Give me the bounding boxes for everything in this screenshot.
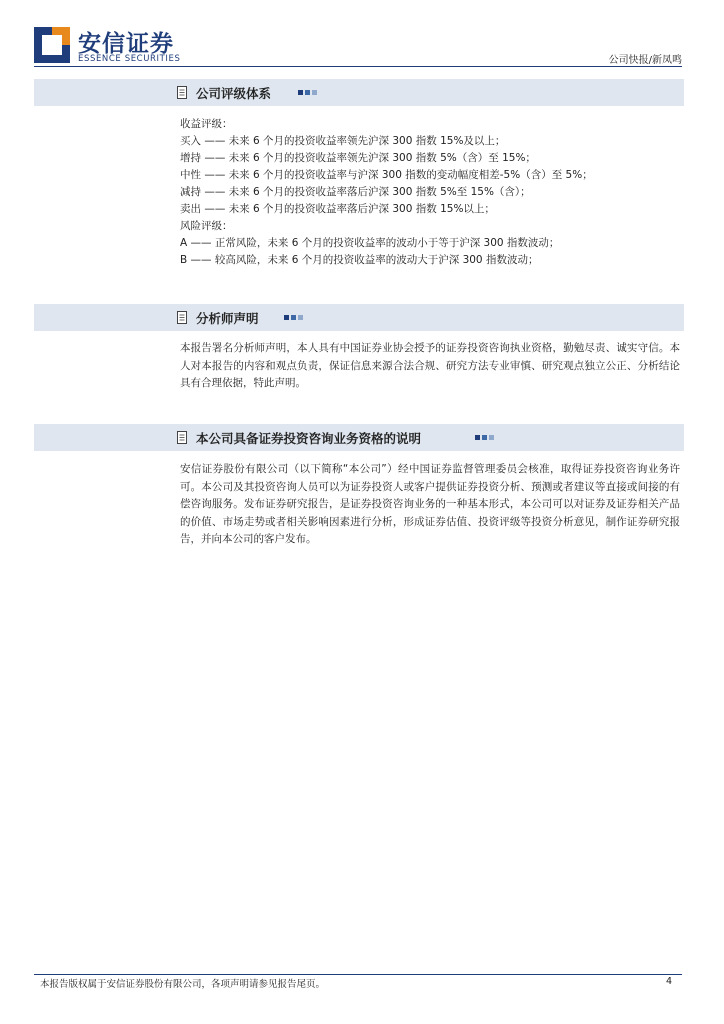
decorative-dots	[298, 90, 317, 95]
section-title: 本公司具备证券投资咨询业务资格的说明	[196, 431, 422, 446]
logo-mark-icon	[34, 27, 70, 63]
footer-divider	[34, 974, 682, 975]
decorative-dots	[475, 435, 494, 440]
document-icon	[177, 311, 187, 324]
qualification-text: 安信证券股份有限公司（以下简称“本公司”）经中国证券监督管理委员会核准，取得证券投资咨询业务许可。本公司及其投资咨询人员可以为证券投资人或客户提供证券投资分析、预测或者建议等直接或间接的有偿咨询服务。发布证券研究报告，是证券投资咨询业务的一种基本形式，本公司可以对证券及证券相关产品的价值、市场走势或者相关影响因素进行分析，形成证券估值、投资评级等投资分析意见，制作证券研究报告，并向本公司的客户发布。	[180, 463, 680, 545]
section-header-qualification	[34, 424, 684, 451]
header-divider	[34, 66, 682, 67]
rating-line: 风险评级：	[180, 220, 233, 232]
section-title: 分析师声明	[196, 311, 259, 326]
rating-line: 减持 —— 未来 6 个月的投资收益率落后沪深 300 指数 5%至 15%（含）；	[180, 186, 531, 198]
rating-line: A —— 正常风险，未来 6 个月的投资收益率的波动小于等于沪深 300 指数波动；	[180, 237, 560, 249]
logo-english-name: ESSENCE SECURITIES	[78, 54, 181, 64]
rating-line: B —— 较高风险，未来 6 个月的投资收益率的波动大于沪深 300 指数波动；	[180, 254, 539, 266]
rating-line: 增持 —— 未来 6 个月的投资收益率领先沪深 300 指数 5%（含）至 15%；	[180, 152, 536, 164]
document-icon	[177, 86, 187, 99]
report-type-label: 公司快报/新凤鸣	[608, 55, 682, 66]
rating-line: 买入 —— 未来 6 个月的投资收益率领先沪深 300 指数 15%及以上；	[180, 135, 506, 147]
rating-system-content	[180, 116, 680, 269]
decorative-dots	[284, 315, 303, 320]
analyst-statement-text: 本报告署名分析师声明，本人具有中国证券业协会授予的证券投资咨询执业资格，勤勉尽责、诚实守信。本人对本报告的内容和观点负责，保证信息来源合法合规、研究方法专业审慎、研究观点独立公正、分析结论具有合理依据，特此声明。	[180, 342, 680, 389]
section-header-analyst-statement	[34, 304, 684, 331]
company-logo	[34, 25, 184, 67]
section-title: 公司评级体系	[196, 86, 272, 101]
rating-line: 中性 —— 未来 6 个月的投资收益率与沪深 300 指数的变动幅度相差-5%（含）至 5%；	[180, 169, 593, 181]
rating-line: 收益评级：	[180, 118, 233, 130]
footer-copyright: 本报告版权属于安信证券股份有限公司，各项声明请参见报告尾页。	[40, 979, 326, 990]
rating-line: 卖出 —— 未来 6 个月的投资收益率落后沪深 300 指数 15%以上；	[180, 203, 495, 215]
section-header-rating-system	[34, 79, 684, 106]
logo-chinese-name: 安信证券	[78, 31, 174, 57]
page-number: 4	[665, 976, 672, 987]
document-icon	[177, 431, 187, 444]
